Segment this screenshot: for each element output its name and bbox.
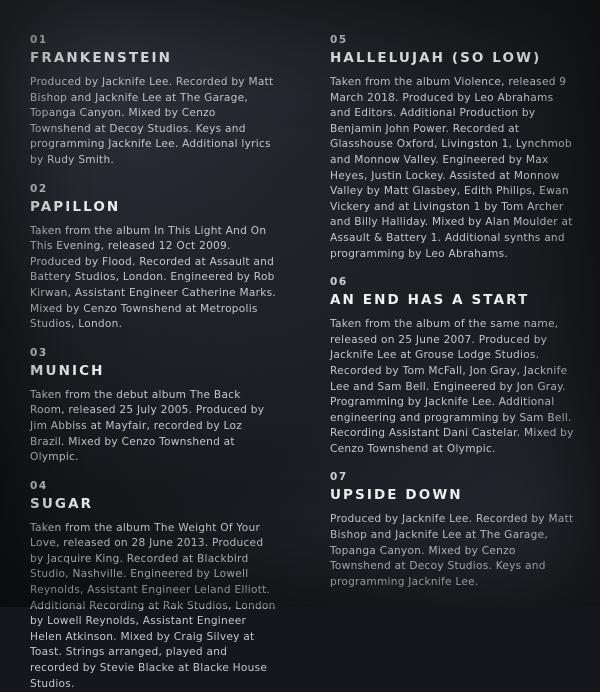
track-title: FRANKENSTEIN	[30, 50, 173, 66]
liner-notes-columns	[0, 34, 600, 690]
track-credits: Taken from the album Violence, released 9 March 2018. Produced by Leo Abrahams and Editors. Additional Production by Benjamin John Power. Recorded at Glasshouse Oxford, Livingston 1, Lynchmob and Monnow Valley. Engineered by Max Heyes, Justin Lockey. Assisted at Monnow Valley by Matt Glasbey, Edith Philips, Ewan Vickery and at Livingston 1 by Tom Archer and Billy Halliday. Mixed by Alan Moulder at Assault & Battery 1. Additional synths and programming by Leo Abrahams.	[330, 76, 573, 260]
track-title: SUGAR	[30, 495, 94, 512]
track-title: UPSIDE DOWN	[330, 487, 463, 504]
track-title: PAPILLON	[30, 198, 121, 215]
track-credits: Taken from the album The Weight Of Your Love, released on 28 June 2013. Produced by Jacquire King. Recorded at Blackbird Studio, Nashville. Engineered by Lowell Reynolds, Assistant Engineer Leland Elliott. Additional Recording at Rak Studios, London by Lowell Reynolds, Assistant Engineer Helen Atkinson. Mixed by Craig Silvey at Toast. Strings arranged, played and recorded by Stevie Blacke at Blacke House Studios.	[30, 521, 276, 690]
track-credits: Taken from the album of the same name, released on 25 June 2007. Produced by Jacknife Lee at Grouse Lodge Studios. Recorded by Tom McFall, Jon Gray, Jacknife Lee and Sam Bell. Engineered by Jon Gray. Programming by Jacknife Lee. Additional engineering and programming by Sam Bell. Recording Assistant Dani Castelar. Mixed by Cenzo Townshend at Olympic.	[330, 318, 574, 455]
track-title: AN END HAS A START	[330, 292, 530, 309]
track-credits: Produced by Jacknife Lee. Recorded by Matt Bishop and Jacknife Lee at The Garage, Topanga Canyon. Mixed by Cenzo Townshend at Decoy Studios. Keys and programming Jacknife Lee.	[330, 513, 574, 588]
track-number: 03	[30, 346, 48, 359]
track-title: MUNICH	[30, 362, 105, 379]
track-credits: Produced by Jacknife Lee. Recorded by Matt Bishop and Jacknife Lee at The Garage, Topanga Canyon. Mixed by Cenzo Townshend at Decoy Studios. Keys and programming Jacknife Lee. Additional lyrics by Rudy Smith.	[30, 76, 274, 166]
track-number: 06	[330, 276, 348, 289]
track-number: 02	[30, 182, 48, 195]
track-credits: Taken from the debut album The Back Room, released 25 July 2005. Produced by Jim Abbiss at Mayfair, recorded by Loz Brazil. Mixed by Cenzo Townshend at Olympic.	[30, 388, 265, 464]
track-credits: Taken from the album In This Light And On This Evening, released 12 Oct 2009. Produced by Flood. Recorded at Assault and Battery Studios, London. Engineered by Rob Kirwan, Assistant Engineer Catherine Marks. Mixed by Cenzo Townshend at Metropolis Studios, London.	[30, 224, 276, 331]
track-title: HALLELUJAH (SO LOW)	[330, 50, 542, 66]
track-entry	[30, 347, 300, 466]
liner-notes-column-right	[330, 34, 600, 607]
track-number: 07	[330, 471, 348, 484]
liner-notes-column-left	[30, 34, 300, 690]
track-entry	[330, 276, 600, 457]
track-entry	[30, 34, 300, 169]
track-number: 04	[30, 479, 48, 492]
track-number: 01	[30, 34, 48, 46]
track-number: 05	[330, 34, 348, 46]
track-entry	[330, 471, 600, 590]
track-entry	[330, 34, 600, 262]
track-entry	[30, 183, 300, 333]
track-entry	[30, 480, 300, 692]
